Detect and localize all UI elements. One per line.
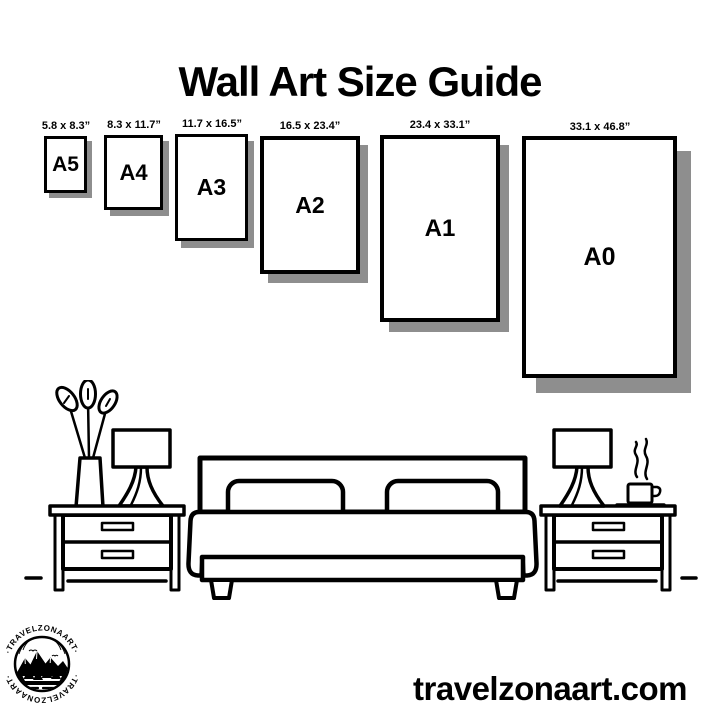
bed-base: [202, 557, 523, 580]
nightstand-right: [541, 506, 675, 590]
logo-arc-text-bottom: ·TRAVELZONAART·: [3, 673, 81, 705]
paper-size-a0-code: A0: [583, 242, 616, 271]
drawer-handle: [102, 551, 133, 558]
brand-logo-badge: [0, 620, 88, 712]
dimension-label-a4: 8.3 x 11.7”: [107, 119, 161, 131]
paper-size-a0: [522, 136, 677, 378]
dimension-label-a0: 33.1 x 46.8”: [569, 121, 631, 133]
page-title: Wall Art Size Guide: [178, 58, 542, 106]
steam-icon: [635, 442, 638, 477]
table-lamp-right: [554, 430, 611, 506]
nightstand-left: [50, 506, 184, 590]
table-lamp-icon: [113, 430, 170, 506]
bed-foot: [496, 580, 517, 598]
flower-vase: [53, 380, 121, 507]
paper-size-a3-code: A3: [196, 174, 227, 200]
dimension-label-a3: 11.7 x 16.5”: [182, 118, 242, 130]
paper-size-a1: [380, 135, 500, 322]
dimension-label-a1: 23.4 x 33.1”: [409, 119, 471, 131]
bedroom-illustration: [0, 380, 720, 610]
paper-size-a3: [175, 134, 248, 241]
steam-icon: [645, 439, 648, 479]
website-url: travelzonaart.com: [413, 670, 687, 707]
paper-size-a2-code: A2: [295, 191, 325, 218]
double-bed: [188, 458, 536, 598]
bird-icon: [52, 655, 58, 656]
coffee-mug-icon: [617, 439, 664, 505]
dimension-label-a5: 5.8 x 8.3”: [41, 120, 91, 132]
paper-size-a2: [260, 136, 360, 274]
logo-arc-text-top: ·TRAVELZONAART·: [3, 623, 81, 655]
drawer-handle: [102, 523, 133, 530]
paper-size-a5-code: A5: [52, 152, 79, 176]
paper-size-a4: [104, 135, 163, 210]
dimension-label-a2: 16.5 x 23.4”: [279, 120, 341, 132]
paper-size-a1-code: A1: [424, 214, 456, 242]
paper-size-a5: [44, 136, 87, 193]
bed-foot: [211, 580, 232, 598]
paper-size-a4-code: A4: [119, 159, 148, 185]
